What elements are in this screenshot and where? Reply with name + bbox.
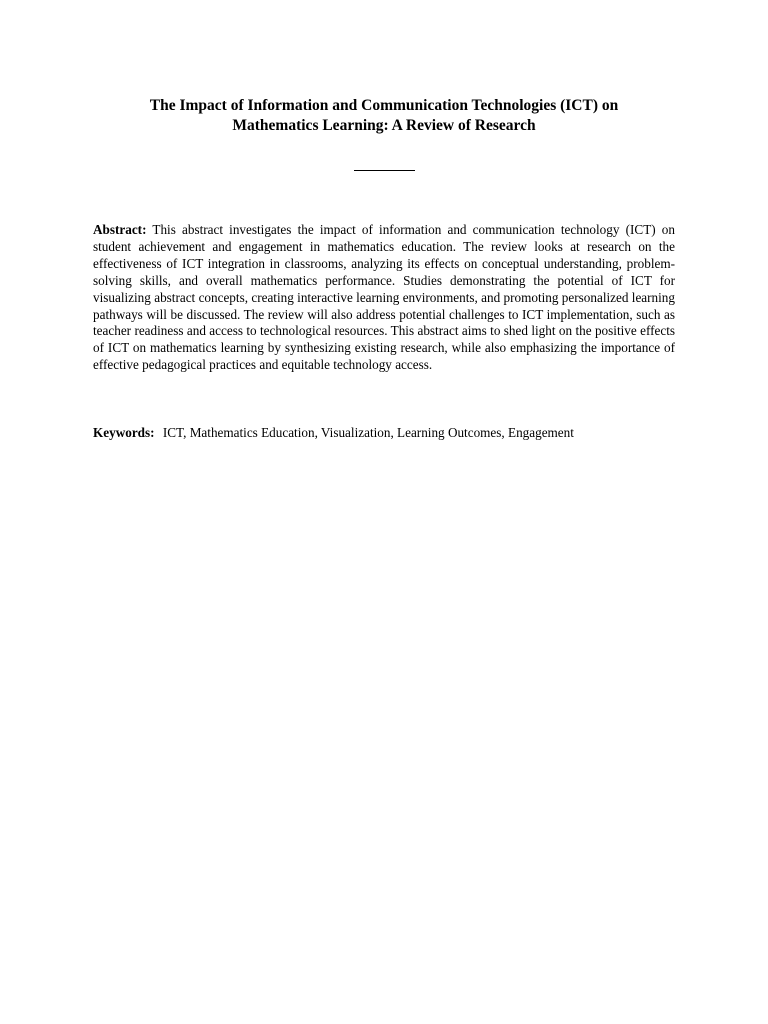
keywords-text: ICT, Mathematics Education, Visualization, Learning Outcomes, Engagement (162, 425, 574, 440)
title-line-2: Mathematics Learning: A Review of Research (232, 117, 536, 134)
keywords-label: Keywords: (93, 425, 155, 440)
abstract-paragraph (93, 222, 675, 374)
title-separator-rule (354, 170, 415, 171)
paper-title (93, 96, 675, 136)
abstract-label: Abstract: (93, 222, 147, 237)
title-line-1: The Impact of Information and Communication Technologies (ICT) on (149, 97, 619, 114)
keywords-line (93, 424, 675, 441)
abstract-text: This abstract investigates the impact of information and communication technology (ICT) on student achievement and engagement in mathematics education. The review looks at research on the effectiveness of ICT integration in classrooms, analyzing its effects on conceptual understanding, problem-solving skills, and overall mathematics performance. Studies demonstrating the potential of ICT for visualizing abstract concepts, creating interactive learning environments, and promoting personalized learning pathways will be discussed. The review will also address potential challenges to ICT implementation, such as teacher readiness and access to technological resources. This abstract aims to shed light on the positive effects of ICT on mathematics learning by synthesizing existing research, while also emphasizing the importance of effective pedagogical practices and equitable technology access. (93, 222, 675, 373)
